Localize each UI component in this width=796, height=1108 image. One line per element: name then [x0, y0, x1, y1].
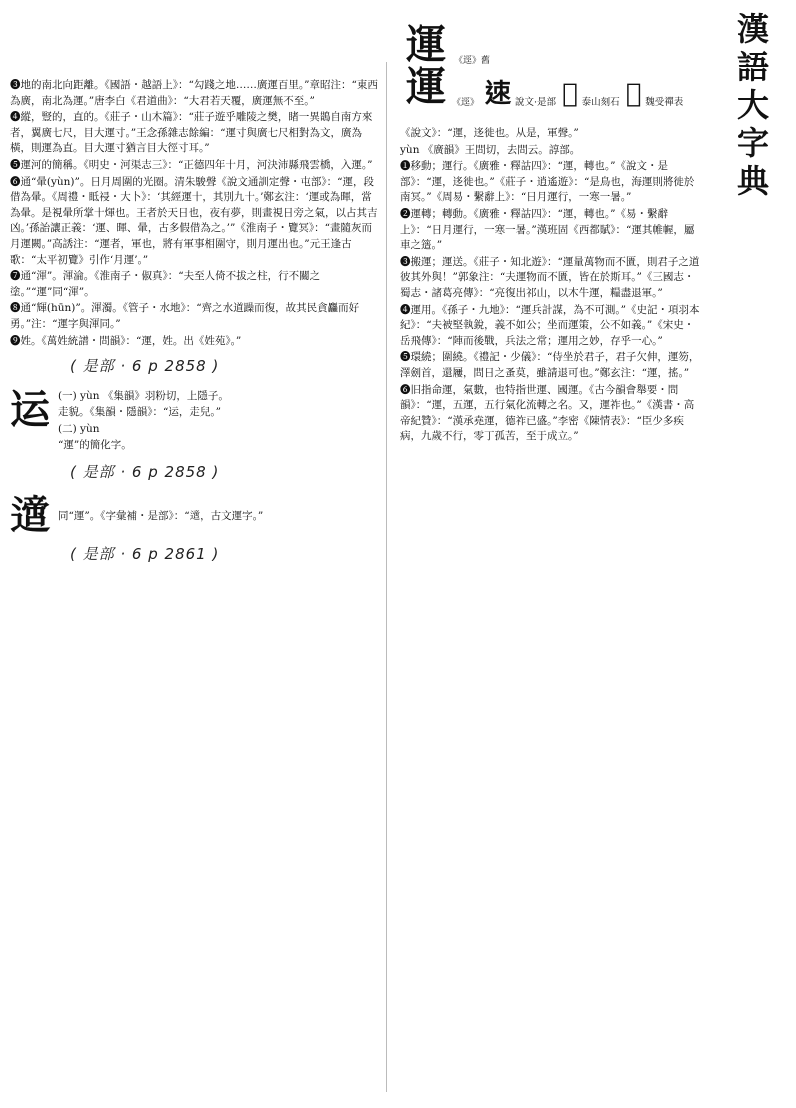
definition-paragraph: ❹運用。《孫子・九地》：“運兵計謀，為不可測。”《史記・項羽本紀》：“夫被堅執銳，義不如公；坐而運策，公不如義。”《宋史・岳飛傳》：“陣而後戰，兵法之常；運用之妙，存乎一心。”: [400, 303, 700, 347]
side-title-char: 語: [736, 48, 769, 86]
handwritten-note: ( 是部 · 6 p 2858 ): [70, 463, 220, 482]
yun-entry-body: [58, 389, 229, 455]
dictionary-side-title: [716, 10, 790, 200]
entry-line: (一) yùn 《集韻》羽粉切，上隱子。: [58, 389, 229, 402]
definition-paragraph: ❺運河的簡稱。《明史・河渠志三》：“正德四年十月，河決沛縣飛雲橋，入運。”: [10, 158, 373, 171]
definition-paragraph: ❽通“輝(hūn)”。渾濁。《管子・水地》：“齊之水道躁而復，故其民貪麤而好勇。”注：“運字與渾同。”: [10, 302, 360, 330]
entry-line: 同“運”。《字彙補・是部》：“𨗁，古文運字。”: [58, 509, 264, 522]
definition-paragraph: ❻旧指命運，氣數，也特指世運、國運。《古今韻會舉要・問韻》：“運，五運，五行氣化流轉之名。又，運祚也。”《漢書・高帝紀贊》：“漢承堯運，德祚已盛。”李密《陳情表》：“臣少多疾病，九歲不行，零丁孤苦，至于成立。”: [400, 383, 695, 443]
headword-char: 运: [10, 385, 50, 433]
variant-form: [626, 80, 684, 108]
main-headword: [406, 63, 684, 110]
top-headword: [406, 21, 491, 68]
definition-paragraph: ❶移動；運行。《廣雅・釋詁四》：“運，轉也。”《說文・是部》：“運，迻徙也。”《莊子・逍遙遊》：“是鳥也，海運則將徙於南冥。”《周易・繫辭上》：“日月運行，一寒一暑。”: [400, 160, 695, 204]
definition-paragraph: ❺環繞；圍繞。《禮記・少儀》：“侍坐於君子，君子欠伸，運笏，澤劍首，還屨，問日之蚤莫，雖請退可也。”鄭玄注：“運，搖。”: [400, 351, 700, 379]
left-column: [10, 78, 380, 574]
definition-paragraph: 《說文》：“運，迻徙也。从是，軍聲。”: [400, 127, 579, 139]
definition-paragraph: ❸地的南北向距離。《國語・越語上》：“勾踐之地……廣運百里。”章昭注：“東西為廣，南北為運。”唐李白《君道曲》：“大君若天覆，廣運無不至。”: [10, 79, 378, 107]
variant-form: [562, 80, 620, 108]
headword-char: 𨗁: [10, 491, 50, 539]
entry-line: (二) yùn: [58, 422, 100, 435]
definition-paragraph: ❸搬運；運送。《莊子・知北遊》：“運量萬物而不匱，則君子之道彼其外與！”郭象注：“夫運物而不匱，皆在於斯耳。”《三國志・蜀志・諸葛亮傳》：“亮復出祁山，以木牛運，糧盡退軍。”: [400, 255, 700, 299]
right-column: [400, 126, 700, 446]
handwritten-note: ( 是部 · 6 p 2861 ): [70, 544, 220, 563]
side-title-char: 漢: [736, 10, 769, 48]
variant-source: 泰山刻石: [581, 97, 620, 108]
definition-paragraph: ❷運轉；轉動。《廣雅・釋詁四》：“運，轉也。”《易・繫辭上》：“日月運行，一寒一暑。”漢班固《西都賦》：“運其帷幄，屬車之簉。”: [400, 207, 695, 252]
variant-glyph: 𨔉: [562, 79, 578, 109]
definition-paragraph: ❾姓。《萬姓統譜・問韻》：“運，姓。出《姓苑》。”: [10, 334, 242, 347]
variant-glyph: 𨒪: [485, 79, 512, 109]
definition-paragraph: yùn 《廣韻》王問切，去問云。諄部。: [400, 143, 581, 156]
column-divider: [386, 62, 387, 1092]
headword-tag: 《逕》舊: [454, 56, 491, 66]
side-title-char: 大: [736, 86, 769, 124]
definition-paragraph: ❼通“渾”。渾淪。《淮南子・俶真》：“夫至人倚不拔之柱，行不關之塗。”“運”同“渾”。: [10, 270, 321, 298]
variant-form: [485, 80, 556, 108]
side-title-char: 典: [736, 162, 769, 200]
headword-char: 運: [406, 21, 446, 68]
headword-tag: 《逕》: [452, 98, 480, 108]
variant-entry: [10, 491, 380, 539]
variant-source: 說文·是部: [515, 97, 557, 108]
entry-line: 走貌。《集韻・隱韻》：“运，走兒。”: [58, 406, 221, 419]
definition-paragraph: ❹縱，豎的，直的。《莊子・山木篇》：“莊子遊乎雕陵之樊，睹一異鵲自南方來者，翼廣七尺，目大運寸。”王念孫雜志餘編：“運寸與廣七尺相對為文，廣為橫，則運為直。目大運寸猶言目大徑寸耳。”: [10, 111, 373, 155]
definition-paragraph: ❻通“暈(yùn)”。日月周圍的光圈。清朱駿聲《說文通訓定聲・屯部》：“運，段借為暈。《周禮・眡祲・大卜》：‘其經運十，其別九十。’鄭玄注：‘運或為暉，當為暈。是視暈所掌十煇也。王者於天日也，夜有夢，則畫視日旁之氣，以占其吉凶。’孫詒讓正義：‘運、暉、暈，古多假借為之。’”《淮南子・覽冥》：“畫隨灰而月運闕。”高誘注：“運者，軍也，將有軍事相圍守，則月運出也。”元王逢古歌：“太平初覽》引作‘月運’。”: [10, 175, 378, 266]
variant-glyph: 𨖨: [625, 79, 642, 109]
headword-char: 運: [406, 63, 446, 110]
yun-entry: [10, 385, 380, 455]
variant-source: 魏受禪表: [645, 97, 684, 108]
entry-line: “運”的簡化字。: [58, 439, 132, 452]
handwritten-note: ( 是部 · 6 p 2858 ): [70, 357, 220, 376]
side-title-char: 字: [736, 124, 769, 162]
